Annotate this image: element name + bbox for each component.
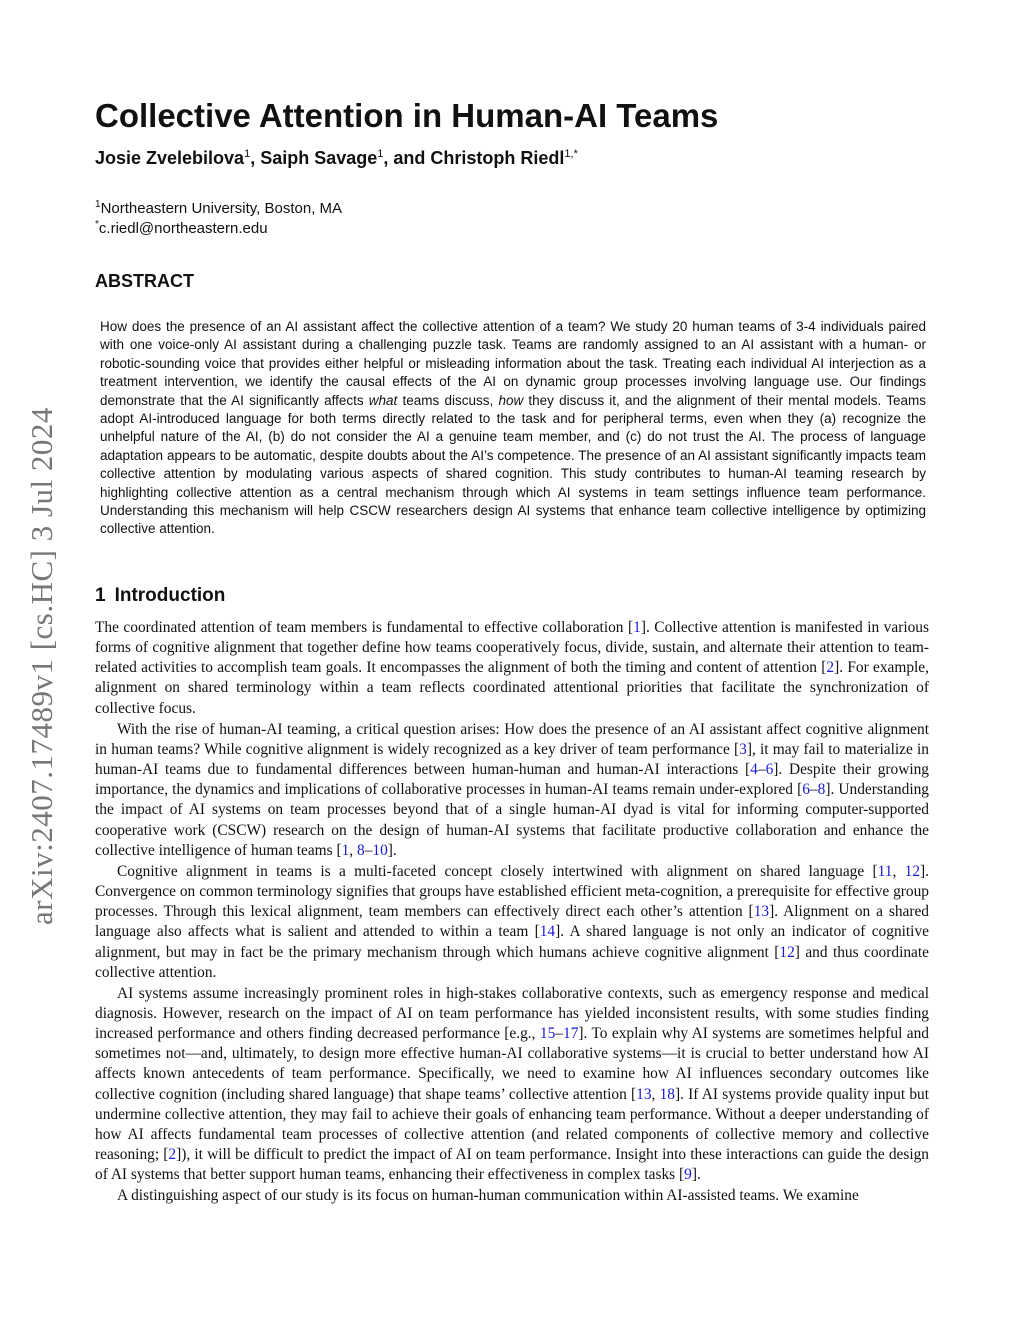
paragraph-text: With the rise of human-AI teaming, a critical question arises: How does the presence of an AI assistant affect cognitive alignment in human teams? While cognitive alignment is widely recognized as a key driver of team performance [ — [95, 720, 929, 758]
citation-link[interactable]: 14 — [539, 923, 556, 941]
citation-link[interactable]: 9 — [684, 1166, 692, 1184]
paragraph — [95, 720, 929, 861]
paragraph-text: Cognitive alignment in teams is a multi-faceted concept closely intertwined with alignment on shared language [ — [117, 862, 878, 880]
paragraph-text: AI systems assume increasingly prominent roles in high-stakes collaborative contexts, such as emergency response and medical diagnosis. However, research on the impact of AI on team performance has yielded inconsistent results, with some studies finding increased performance and others finding decreased performance [e.g., — [95, 984, 929, 1043]
citation-link[interactable]: 8 — [817, 781, 826, 799]
citation-link[interactable]: 17 — [563, 1025, 579, 1043]
abstract-text-part: How does the presence of an AI assistant affect the collective attention of a team? We study 20 human teams of 3-4 individuals paired with one voice-only AI assistant during a challenging puzzle task. Teams are randomly assigned to an AI assistant with a human- or robotic-sounding voice that provides either helpful or misleading information about the task. Treating each individual AI interjection as a treatment intervention, we identify the causal effects of the AI on dynamic group processes involving language use. Our findings demonstrate that the AI significantly affects — [100, 319, 926, 408]
contact-email[interactable]: c.riedl@northeastern.edu — [98, 220, 268, 237]
citation-link[interactable]: 18 — [659, 1085, 675, 1103]
paragraph-text: ]. To explain why AI systems are sometimes helpful and sometimes not—and, ultimately, to design more effective human-AI collaborative systems—it is crucial to better understand how AI affects known antecedents of team performance. Specifically, we need to examine how AI influences secondary outcomes like collective cognition (including shared language) that shape teams’ collective attention [ — [95, 1025, 929, 1103]
abstract-text — [100, 318, 926, 539]
citation-link[interactable]: 1 — [341, 841, 350, 859]
affiliation-mark: * — [95, 219, 99, 230]
introduction-body — [95, 618, 929, 1207]
paragraph-text: ]. Convergence on common terminology signifies that groups have established efficient meta-cognition, a prerequisite for effective group processes. Through this lexical alignment, team members can effectively direct each other’s attention [ — [95, 862, 929, 921]
citation-link[interactable]: 10 — [372, 841, 388, 859]
paragraph — [95, 1186, 929, 1206]
citation-link[interactable]: 12 — [904, 862, 921, 880]
paragraph-text: ]. Collective attention is manifested in various forms of cognitive alignment that together define how teams cooperatively focus, divide, sustain, and alternate their attention to team-related activities to accomplish team goals. It encompasses the alignment of both the timing and content of attention [ — [95, 619, 929, 677]
paragraph-text: ], it may fail to materialize in human-AI teams due to fundamental differences between human-human and human-AI interactions [ — [95, 740, 929, 779]
author-name: Christoph Riedl — [430, 148, 565, 168]
paragraph-text: The coordinated attention of team members is fundamental to effective collaboration [ — [95, 619, 634, 636]
citation-link[interactable]: 13 — [753, 903, 770, 921]
author-name: Saiph Savage — [260, 148, 378, 168]
citation-link[interactable]: 6 — [802, 781, 810, 799]
paragraph-text: ]. Despite their growing importance, the dynamics and implications of collaborative processes in human-AI teams remain under-explored [ — [95, 761, 929, 799]
paper-title: Collective Attention in Human-AI Teams — [95, 97, 719, 134]
paragraph-text: ]. Understanding the impact of AI systems on team processes beyond that of a single human-AI dyad is vital for informing computer-supported cooperative work (CSCW) research on the design of human-AI systems that facilitate productive collaboration and enhance the collective intelligence of human teams [ — [95, 781, 929, 859]
paragraph-text: – — [757, 761, 766, 779]
paragraph-text: ]), it will be difficult to predict the impact of AI on team performance. Insight into these interactions can guide the design of AI systems that better support human teams, enhancing their effectiveness in complex tasks [ — [95, 1146, 929, 1184]
paragraph-text: A distinguishing aspect of our study is its focus on human-human communication within AI-assisted teams. We examine — [117, 1187, 859, 1205]
paragraph — [95, 862, 929, 983]
author-separator: , — [250, 148, 261, 168]
citation-link[interactable]: 2 — [168, 1146, 177, 1164]
citation-link[interactable]: 8 — [357, 841, 365, 859]
paragraph-text: ]. — [387, 841, 397, 859]
paragraph-text: ] and thus coordinate collective attention. — [95, 943, 929, 981]
citation-link[interactable]: 2 — [826, 659, 835, 677]
author-affiliation-mark: 1 — [377, 148, 384, 160]
section-number: 1 — [95, 585, 106, 606]
citation-link[interactable]: 11 — [877, 862, 893, 880]
paragraph-text: ]. Alignment on a shared language also affects what is salient and attended to within a team [ — [95, 903, 929, 941]
author-separator: , and — [383, 148, 431, 168]
paragraph-text: – — [809, 781, 818, 799]
paragraph-text: ]. — [691, 1166, 701, 1184]
paragraph-text: ]. For example, alignment on shared terminology within a team reflects coordinated attentional priorities that facilitate the synchronization of collective focus. — [95, 659, 929, 717]
affiliation-mark: 1 — [95, 199, 101, 210]
author-affiliation-mark: 1 — [244, 148, 251, 160]
citation-link[interactable]: 1 — [633, 619, 641, 636]
paragraph-text: ]. A shared language is not only an indicator of cognitive alignment, but may in fact be the primary mechanism through which humans achieve cognitive alignment [ — [95, 923, 929, 961]
abstract-text-part: teams discuss, — [397, 392, 499, 408]
abstract-emphasis: how — [498, 392, 524, 408]
paragraph-text: , — [892, 862, 905, 880]
paragraph-text: , — [349, 841, 357, 859]
author-list — [95, 148, 578, 169]
paragraph — [95, 618, 929, 719]
affiliation-line — [95, 199, 342, 217]
affiliation-text: Northeastern University, Boston, MA — [100, 200, 343, 217]
paragraph-text: – — [364, 841, 373, 859]
arxiv-sidebar-stamp: arXiv:2407.17489v1 [cs.HC] 3 Jul 2024 — [24, 407, 59, 925]
paragraph — [95, 984, 929, 1186]
paragraph-text: ]. If AI systems provide quality input but undermine collective attention, they may fail to achieve their goals of enhancing team performance. Without a deeper understanding of how AI affects fundamental team processes of collective attention (and related components of collective memory and collective reasoning; [ — [95, 1085, 929, 1164]
citation-link[interactable]: 4 — [750, 761, 758, 779]
abstract-text-part: they discuss it, and the alignment of their mental models. Teams adopt AI-introduced language for both terms directly related to the task and for peripheral terms, even when they (a) recognize the unhelpful nature of the AI, (b) do not consider the AI a genuine team member, and (c) do not trust the AI. The process of language adaptation appears to be automatic, despite doubts about the AI’s competence. The presence of an AI assistant significantly impacts team collective attention by modulating various aspects of shared cognition. This study contributes to human-AI teaming research by highlighting collective attention as a central mechanism through which AI systems in team settings influence team performance. Understanding this mechanism will help CSCW researchers design AI systems that enhance team collective intelligence by optimizing collective attention. — [100, 392, 926, 537]
author-name: Josie Zvelebilova — [95, 148, 245, 168]
paragraph-text: – — [555, 1025, 563, 1043]
section-title: Introduction — [114, 585, 226, 606]
contact-email-line — [95, 219, 268, 237]
citation-link[interactable]: 13 — [636, 1085, 652, 1103]
citation-link[interactable]: 3 — [739, 740, 747, 758]
paragraph-text: , — [651, 1085, 660, 1103]
citation-link[interactable]: 12 — [779, 943, 795, 961]
abstract-emphasis: what — [368, 392, 398, 408]
citation-link[interactable]: 6 — [765, 761, 774, 779]
citation-link[interactable]: 15 — [539, 1025, 556, 1043]
author-affiliation-mark: 1,* — [564, 148, 578, 160]
section-heading-introduction — [95, 585, 225, 607]
abstract-heading: ABSTRACT — [95, 271, 194, 291]
